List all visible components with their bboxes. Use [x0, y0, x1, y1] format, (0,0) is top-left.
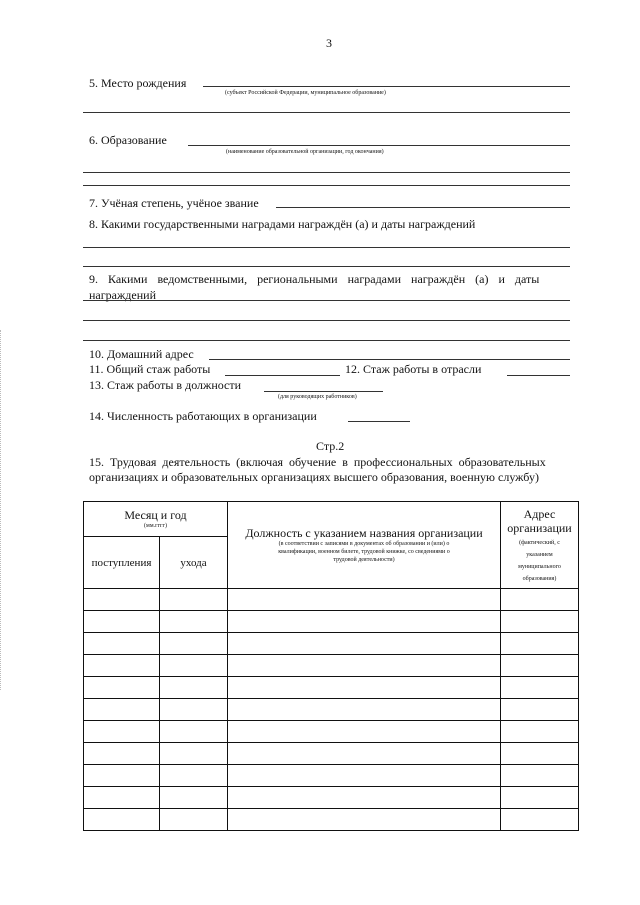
position-cell[interactable] — [228, 743, 501, 765]
address-note-2: указанием — [526, 552, 553, 558]
address-cell[interactable] — [501, 809, 579, 831]
education-label: 6. Образование — [89, 133, 167, 147]
end-cell[interactable] — [160, 809, 228, 831]
industry-experience-label: 12. Стаж работы в отрасли — [345, 362, 482, 376]
state-awards-input-line[interactable] — [83, 247, 570, 248]
birthplace-hint: (субъект Российской Федерации, муниципальное образование) — [225, 90, 386, 96]
position-cell[interactable] — [228, 677, 501, 699]
position-cell[interactable] — [228, 765, 501, 787]
total-experience-input-line[interactable] — [225, 375, 340, 376]
home-address-label: 10. Домашний адрес — [89, 347, 194, 361]
degree-label: 7. Учёная степень, учёное звание — [89, 196, 259, 210]
address-cell[interactable] — [501, 655, 579, 677]
table-row — [84, 743, 579, 765]
table-header-row-1 — [84, 502, 579, 537]
start-cell[interactable] — [84, 743, 160, 765]
address-note-4: образования) — [522, 576, 557, 582]
address-label-2: организации — [507, 521, 572, 535]
position-header — [228, 502, 501, 589]
position-cell[interactable] — [228, 589, 501, 611]
month-year-header — [84, 502, 228, 537]
start-cell[interactable] — [84, 787, 160, 809]
end-cell[interactable] — [160, 787, 228, 809]
address-cell[interactable] — [501, 677, 579, 699]
total-experience-label: 11. Общий стаж работы — [89, 362, 211, 376]
start-cell[interactable] — [84, 721, 160, 743]
dept-awards-label-line2: награждений — [89, 288, 156, 302]
address-note-3: муниципального — [518, 564, 561, 570]
position-cell[interactable] — [228, 809, 501, 831]
table-row — [84, 721, 579, 743]
labor-activity-label-line1: 15. Трудовая деятельность (включая обучение в профессиональных образовательных — [89, 455, 546, 469]
address-note-1: (фактический, с — [519, 540, 560, 546]
start-cell[interactable] — [84, 611, 160, 633]
start-cell[interactable] — [84, 589, 160, 611]
table-row — [84, 699, 579, 721]
position-cell[interactable] — [228, 633, 501, 655]
address-label-1: Адрес — [523, 507, 556, 521]
education-hint: (наименование образовательной организации, год окончания) — [226, 149, 384, 155]
education-input-line[interactable] — [188, 145, 570, 146]
dept-awards-input-line[interactable] — [83, 300, 570, 301]
end-cell[interactable] — [160, 655, 228, 677]
birthplace-label: 5. Место рождения — [89, 76, 187, 90]
employees-count-label: 14. Численность работающих в организации — [89, 409, 317, 423]
start-cell[interactable] — [84, 699, 160, 721]
position-cell[interactable] — [228, 721, 501, 743]
degree-input-line[interactable] — [276, 207, 570, 208]
start-header: поступления — [84, 537, 160, 589]
end-cell[interactable] — [160, 589, 228, 611]
end-cell[interactable] — [160, 677, 228, 699]
start-cell[interactable] — [84, 809, 160, 831]
end-cell[interactable] — [160, 633, 228, 655]
end-cell[interactable] — [160, 743, 228, 765]
labor-activity-table — [83, 501, 579, 831]
employees-count-input-line[interactable] — [348, 421, 410, 422]
dept-awards-input-line-2[interactable] — [83, 320, 570, 321]
table-row — [84, 809, 579, 831]
end-header: ухода — [160, 537, 228, 589]
position-experience-input-line[interactable] — [264, 391, 383, 392]
dept-awards-label-line1: 9. Какими ведомственными, региональными наградами награждён (а) и даты — [89, 272, 540, 286]
table-body — [84, 589, 579, 831]
position-experience-label: 13. Стаж работы в должности — [89, 378, 242, 392]
education-input-line-3[interactable] — [83, 185, 570, 186]
page-number: 3 — [326, 36, 332, 50]
position-cell[interactable] — [228, 611, 501, 633]
position-note-2: квалификации, военном билете, трудовой книжке, со сведениями о — [278, 549, 450, 555]
home-address-input-line[interactable] — [209, 359, 570, 360]
position-note-3: трудовой деятельности) — [333, 557, 395, 563]
table-row — [84, 633, 579, 655]
address-cell[interactable] — [501, 787, 579, 809]
education-input-line-2[interactable] — [83, 172, 570, 173]
table-row — [84, 677, 579, 699]
position-note-1: (в соответствии с записями в документах об образовании и (или) о — [278, 541, 450, 547]
address-cell[interactable] — [501, 699, 579, 721]
table-row — [84, 765, 579, 787]
table-row — [84, 655, 579, 677]
end-cell[interactable] — [160, 699, 228, 721]
industry-experience-input-line[interactable] — [507, 375, 570, 376]
start-cell[interactable] — [84, 765, 160, 787]
position-cell[interactable] — [228, 787, 501, 809]
address-cell[interactable] — [501, 765, 579, 787]
scan-edge-marks — [0, 330, 3, 690]
start-cell[interactable] — [84, 655, 160, 677]
start-cell[interactable] — [84, 633, 160, 655]
position-experience-hint: (для руководящих работников) — [278, 394, 357, 400]
address-cell[interactable] — [501, 721, 579, 743]
address-cell[interactable] — [501, 611, 579, 633]
end-cell[interactable] — [160, 611, 228, 633]
table-row — [84, 787, 579, 809]
birthplace-input-line[interactable] — [203, 86, 570, 87]
labor-activity-label-line2: организациях и образовательных организациях высшего образования, военную службу) — [89, 470, 539, 484]
address-cell[interactable] — [501, 743, 579, 765]
table-row — [84, 589, 579, 611]
state-awards-label: 8. Какими государственными наградами награждён (а) и даты награждений — [89, 217, 476, 231]
address-header — [501, 502, 579, 589]
start-cell[interactable] — [84, 677, 160, 699]
address-cell[interactable] — [501, 589, 579, 611]
page-section-label: Стр.2 — [316, 439, 345, 453]
state-awards-input-line-2[interactable] — [83, 266, 570, 267]
end-cell[interactable] — [160, 765, 228, 787]
table-row — [84, 611, 579, 633]
month-year-format: (мм.гггг) — [144, 523, 167, 529]
dept-awards-input-line-3[interactable] — [83, 340, 570, 341]
position-label: Должность с указанием названия организации — [245, 526, 483, 540]
position-cell[interactable] — [228, 699, 501, 721]
position-cell[interactable] — [228, 655, 501, 677]
end-cell[interactable] — [160, 721, 228, 743]
birthplace-input-line-2[interactable] — [83, 112, 570, 113]
month-year-label: Месяц и год — [124, 508, 187, 522]
address-cell[interactable] — [501, 633, 579, 655]
